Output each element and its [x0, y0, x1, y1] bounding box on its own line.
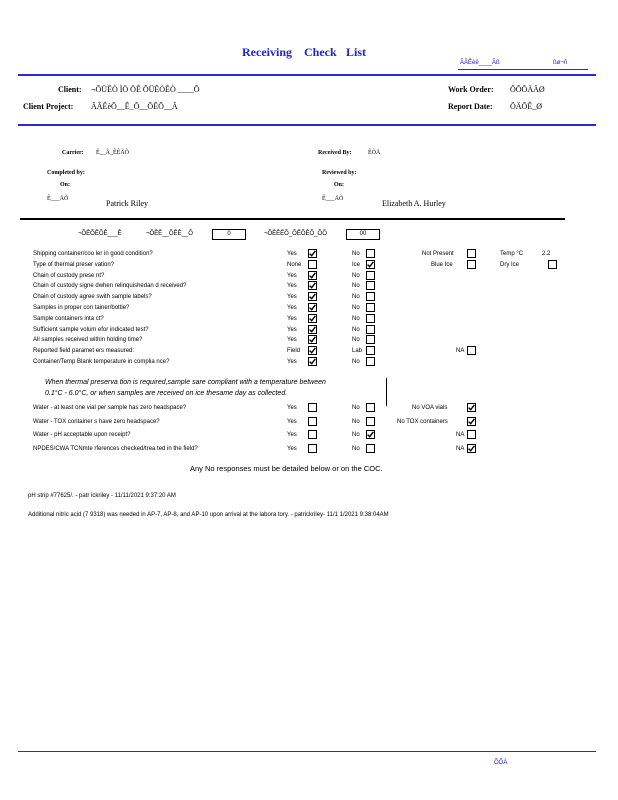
summary-value-box-1: 0	[212, 229, 246, 240]
header-code-2: ßø¬ñ	[553, 60, 568, 66]
answer-label-no: No	[352, 305, 360, 311]
answer-label-extra: No VOA vials	[412, 405, 448, 411]
answer-label-yes: Yes	[287, 283, 297, 290]
header-code: ÃÂÊèë____Ãß	[460, 60, 500, 66]
page-title-word-2: Check	[304, 45, 337, 59]
summary-label-2: ¬ÕÊÊ__ÕÊÊ__Õ	[146, 231, 193, 237]
client-project-value: ÃÂÊèÕ__Ê_Õ__ÕÊÕ__Â	[91, 102, 178, 111]
answer-checkbox-no[interactable]	[366, 303, 375, 312]
checklist-question: Container/Temp Blank temperature in complia nce?	[33, 359, 170, 365]
answer-label-yes: Field	[287, 348, 301, 355]
answer-checkbox-extra[interactable]	[467, 430, 476, 439]
answer-checkbox-no[interactable]	[366, 314, 375, 323]
completed-by-label: Completed by:	[47, 170, 85, 176]
comment-line-1: pH strip #77625/. - patr ickriley - 11/11/2021 9:37:20 AM	[28, 493, 176, 499]
answer-label-extra: NA	[456, 348, 465, 355]
checklist-question: Type of thermal preser vation?	[33, 261, 115, 268]
checklist-question: Chain of custody agree swith sample labels?	[33, 294, 152, 301]
client-value: ¬ÕÜÊÒ ÌÖ ÖÊ ÕÜÊÒÊÒ ____Õ	[91, 85, 200, 94]
checklist-question: Water - pH acceptable upon receipt?	[33, 432, 131, 438]
answer-checkbox-yes[interactable]	[308, 281, 317, 290]
answer-label-yes: Yes	[287, 305, 297, 311]
answer-label-no: No	[352, 294, 360, 301]
report-date-label: Report Date:	[448, 102, 493, 111]
info-rule	[18, 124, 596, 126]
checklist-question: Sample containers inta ct?	[33, 315, 104, 322]
answer-checkbox-no[interactable]	[366, 335, 375, 344]
checklist-question: Water - TOX container s have zero headspace?	[33, 418, 160, 425]
answer-checkbox-no[interactable]	[366, 249, 375, 258]
receipt-rule	[20, 218, 565, 220]
work-order-label: Work Order:	[448, 85, 494, 94]
report-date-value: ÕÄÕÊ_Ø	[510, 102, 542, 111]
note-divider	[386, 378, 387, 406]
answer-checkbox-no[interactable]	[366, 357, 375, 366]
carrier-label: Carrier:	[62, 150, 84, 156]
checklist-question: Samples in proper con tainer/bottle?	[33, 305, 130, 311]
answer-checkbox-extra[interactable]	[467, 260, 476, 269]
thermal-note-line-1: When thermal preserva tion is required,sample sare compliant with a temperature between	[45, 379, 326, 386]
carrier-value: Ê__Ã_ÊÊÃÕ	[96, 150, 129, 156]
reviewed-name: Elizabeth A. Hurley	[382, 199, 446, 208]
answer-label-yes: Yes	[287, 294, 297, 301]
answer-label-no: No	[352, 445, 360, 452]
answer-label-no: No	[352, 315, 360, 322]
footer-page-code: ÕÕÄ	[494, 760, 508, 766]
answer-checkbox-yes[interactable]	[308, 314, 317, 323]
answer-label-no: No	[352, 418, 360, 425]
summary-label-1: ¬ÕÊÕÊÕÊ___Ê	[78, 231, 122, 237]
checklist-question: Shipping container/coo ler in good condition?	[33, 251, 153, 257]
footer-rule	[18, 751, 596, 752]
answer-label-yes: Yes	[287, 445, 297, 452]
answer-checkbox-yes[interactable]	[308, 325, 317, 334]
answer-checkbox-yes[interactable]	[308, 260, 317, 269]
answer-checkbox-yes[interactable]	[308, 303, 317, 312]
answer-checkbox-extra-2[interactable]	[548, 260, 557, 269]
answer-label-yes: Yes	[287, 359, 297, 365]
answer-checkbox-no[interactable]	[366, 444, 375, 453]
answer-label-yes: Yes	[287, 251, 297, 257]
answer-checkbox-yes[interactable]	[308, 417, 317, 426]
completed-date: Ê___ÄÕ	[47, 196, 69, 202]
answer-label-extra-2: Dry Ice	[500, 261, 520, 268]
answer-checkbox-yes[interactable]	[308, 335, 317, 344]
answer-label-yes: Yes	[287, 326, 297, 333]
answer-label-no: No	[352, 432, 360, 438]
answer-checkbox-no[interactable]	[366, 260, 375, 269]
answer-label-extra: NA	[456, 432, 465, 438]
answer-checkbox-extra[interactable]	[467, 403, 476, 412]
checklist-question: Chain of custody prese nt?	[33, 272, 105, 279]
received-by-value: ÊÕÄ	[368, 150, 381, 156]
page-title-word-1: Receiving	[242, 45, 292, 59]
answer-checkbox-no[interactable]	[366, 403, 375, 412]
reviewed-on-label: On:	[334, 182, 345, 188]
answer-label-no: No	[352, 251, 360, 257]
answer-label-extra: Not Present	[422, 251, 454, 257]
answer-label-no: No	[352, 272, 360, 279]
answer-checkbox-extra[interactable]	[467, 249, 476, 258]
answer-checkbox-yes[interactable]	[308, 430, 317, 439]
answer-checkbox-extra[interactable]	[467, 444, 476, 453]
thermal-note-line-2: 0.1°C - 6.0°C, or when samples are received on ice thesame day as collected.	[45, 390, 288, 397]
answer-label-yes: Yes	[287, 315, 297, 322]
answer-checkbox-extra[interactable]	[467, 346, 476, 355]
answer-checkbox-yes[interactable]	[308, 271, 317, 280]
answer-checkbox-yes[interactable]	[308, 403, 317, 412]
temperature-value: 2.2	[542, 251, 551, 257]
answer-label-yes: Yes	[287, 432, 297, 438]
answer-label-no: No	[352, 337, 360, 344]
answer-label-yes: Yes	[287, 337, 297, 344]
client-project-label: Client Project:	[23, 102, 74, 111]
reviewed-date: Ê___ÄÕ	[322, 196, 344, 202]
answer-checkbox-no[interactable]	[366, 271, 375, 280]
checklist-question: NPDES/CWA TCNmte rferences checked/trea ted in the field?	[33, 445, 198, 452]
answer-label-no: No	[352, 326, 360, 333]
checklist-question: All samples received within holding time?	[33, 337, 143, 344]
answer-label-yes: Yes	[287, 405, 297, 411]
checklist-question: Reported field paramet ers measured:	[33, 348, 135, 355]
answer-label-extra-2: Temp °C	[500, 251, 524, 257]
completed-name: Patrick Riley	[106, 199, 148, 208]
answer-checkbox-yes[interactable]	[308, 444, 317, 453]
answer-label-no: No	[352, 283, 360, 290]
comment-line-2: Additional nitric acid (7 9318) was needed in AP-7, AP-8, and AP-10 upon arrival at the labora tory. - patrickriley- 11/1 1/2021 9:38:04AM	[28, 512, 389, 518]
checklist-question: Sufficient sample volum efor indicated test?	[33, 326, 149, 333]
answer-checkbox-no[interactable]	[366, 346, 375, 355]
header-underline	[458, 69, 588, 70]
client-label: Client:	[58, 85, 82, 94]
answer-label-no: No	[352, 405, 360, 411]
answer-checkbox-no[interactable]	[366, 430, 375, 439]
work-order-value: ÕÕÕÄÄØ	[510, 85, 545, 94]
reviewed-by-label: Reviewed by:	[322, 170, 357, 176]
answer-checkbox-no[interactable]	[366, 281, 375, 290]
answer-label-extra: No TOX containers	[397, 418, 448, 425]
answer-checkbox-yes[interactable]	[308, 292, 317, 301]
answer-label-no: Lab	[352, 348, 363, 355]
answer-checkbox-yes[interactable]	[308, 346, 317, 355]
top-rule	[18, 74, 596, 76]
answer-checkbox-no[interactable]	[366, 292, 375, 301]
checklist-question: Chain of custody signe dwhen relinquishedan d received?	[33, 283, 187, 290]
answer-checkbox-yes[interactable]	[308, 357, 317, 366]
received-by-label: Received By:	[318, 150, 352, 156]
answer-label-no: Ice	[352, 261, 361, 268]
completed-on-label: On:	[60, 182, 71, 188]
answer-label-no: No	[352, 359, 360, 365]
answer-checkbox-no[interactable]	[366, 417, 375, 426]
answer-label-extra: NA	[456, 445, 465, 452]
answer-checkbox-yes[interactable]	[308, 249, 317, 258]
answer-checkbox-no[interactable]	[366, 325, 375, 334]
answer-label-extra: Blue Ice	[431, 261, 453, 268]
footer-note: Any No responses must be detailed below or on the COC.	[190, 464, 383, 473]
answer-label-yes: None	[287, 261, 302, 268]
answer-label-yes: Yes	[287, 418, 297, 425]
checklist-question: Water - at least one vial per sample has zero headspace?	[33, 405, 187, 411]
answer-checkbox-extra[interactable]	[467, 417, 476, 426]
answer-label-yes: Yes	[287, 272, 297, 279]
summary-value-box-2: 00	[346, 229, 380, 240]
summary-label-3: ¬ÕÊÊÊÕ_ÕÊÕÊÕ_ÕÕ	[264, 231, 327, 237]
page-title-word-3: List	[346, 45, 367, 59]
